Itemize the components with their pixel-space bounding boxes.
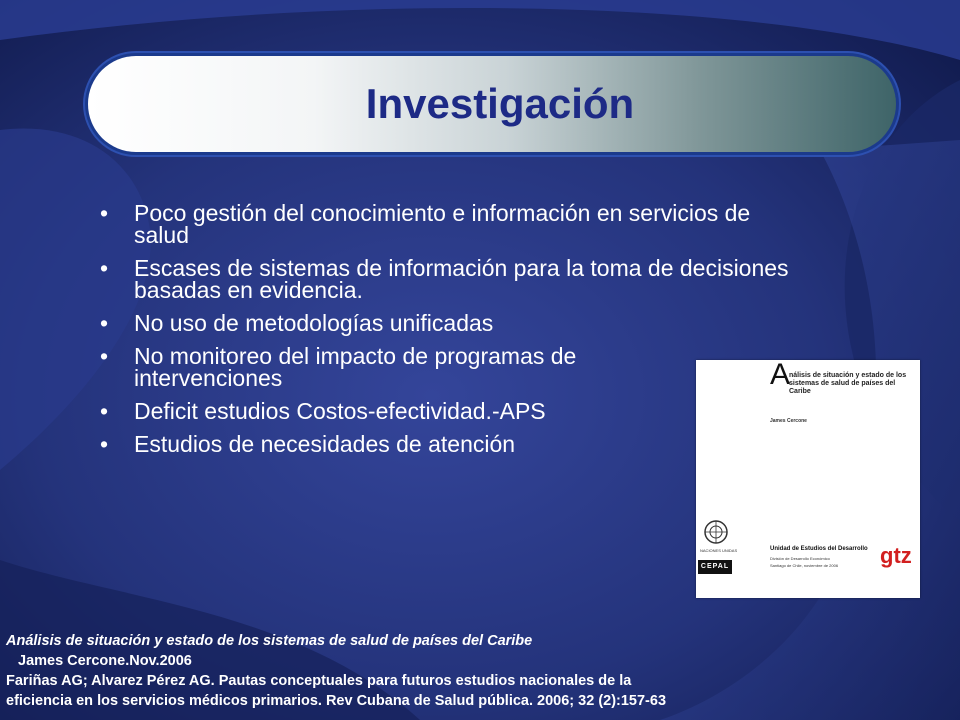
- bullet-icon: •: [100, 343, 109, 369]
- bullet-icon: •: [100, 431, 109, 457]
- bullet-icon: •: [100, 310, 109, 336]
- cover-unit-place: Santiago de Chile, noviembre de 2006: [770, 563, 839, 568]
- bullet-item: [100, 202, 800, 246]
- gtz-logo: gtz: [880, 543, 912, 568]
- bullet-item: [100, 400, 800, 422]
- bullet-icon: •: [100, 255, 109, 281]
- cover-title: nálisis de situación y estado de los sistemas de salud de países del Caribe: [789, 372, 907, 395]
- cover-author: James Cercone: [770, 418, 807, 424]
- reference-line: eficiencia en los servicios médicos primarios. Rev Cubana de Salud pública. 2006; 32 (2):157-63: [6, 693, 667, 709]
- bullet-item: [100, 433, 800, 455]
- bullet-item: [100, 345, 674, 389]
- cepal-logo: CEPAL: [698, 560, 732, 574]
- cover-unit-title: Unidad de Estudios del Desarrollo: [770, 546, 868, 552]
- bullet-icon: •: [100, 200, 109, 226]
- un-label: NACIONES UNIDAS: [700, 548, 738, 553]
- bullet-text: No monitoreo del impacto de programas de intervenciones: [134, 343, 577, 391]
- references: [6, 631, 956, 711]
- bullet-text: Escases de sistemas de información para la toma de decisiones basadas en evidencia.: [134, 255, 789, 303]
- bullet-text: No uso de metodologías unificadas: [134, 310, 494, 336]
- bullet-text: Poco gestión del conocimiento e información en servicios de salud: [134, 200, 751, 248]
- report-cover-image: [696, 360, 920, 598]
- reference-line: Fariñas AG; Alvarez Pérez AG. Pautas conceptuales para futuros estudios nacionales de la: [6, 673, 632, 689]
- cover-unit-division: División de Desarrollo Económico: [770, 556, 830, 561]
- bullet-text: Deficit estudios Costos-efectividad.-APS: [134, 398, 546, 424]
- un-emblem-icon: [702, 518, 730, 546]
- cover-initial: A: [770, 358, 791, 391]
- bullet-item: [100, 257, 800, 301]
- bullet-text: Estudios de necesidades de atención: [134, 431, 516, 457]
- bullet-item: [100, 312, 800, 334]
- reference-line: James Cercone.Nov.2006: [18, 653, 192, 669]
- slide-title: Investigación: [365, 80, 635, 127]
- bullet-icon: •: [100, 398, 109, 424]
- bullet-list: [100, 202, 800, 466]
- reference-line: Análisis de situación y estado de los sistemas de salud de países del Caribe: [6, 633, 533, 649]
